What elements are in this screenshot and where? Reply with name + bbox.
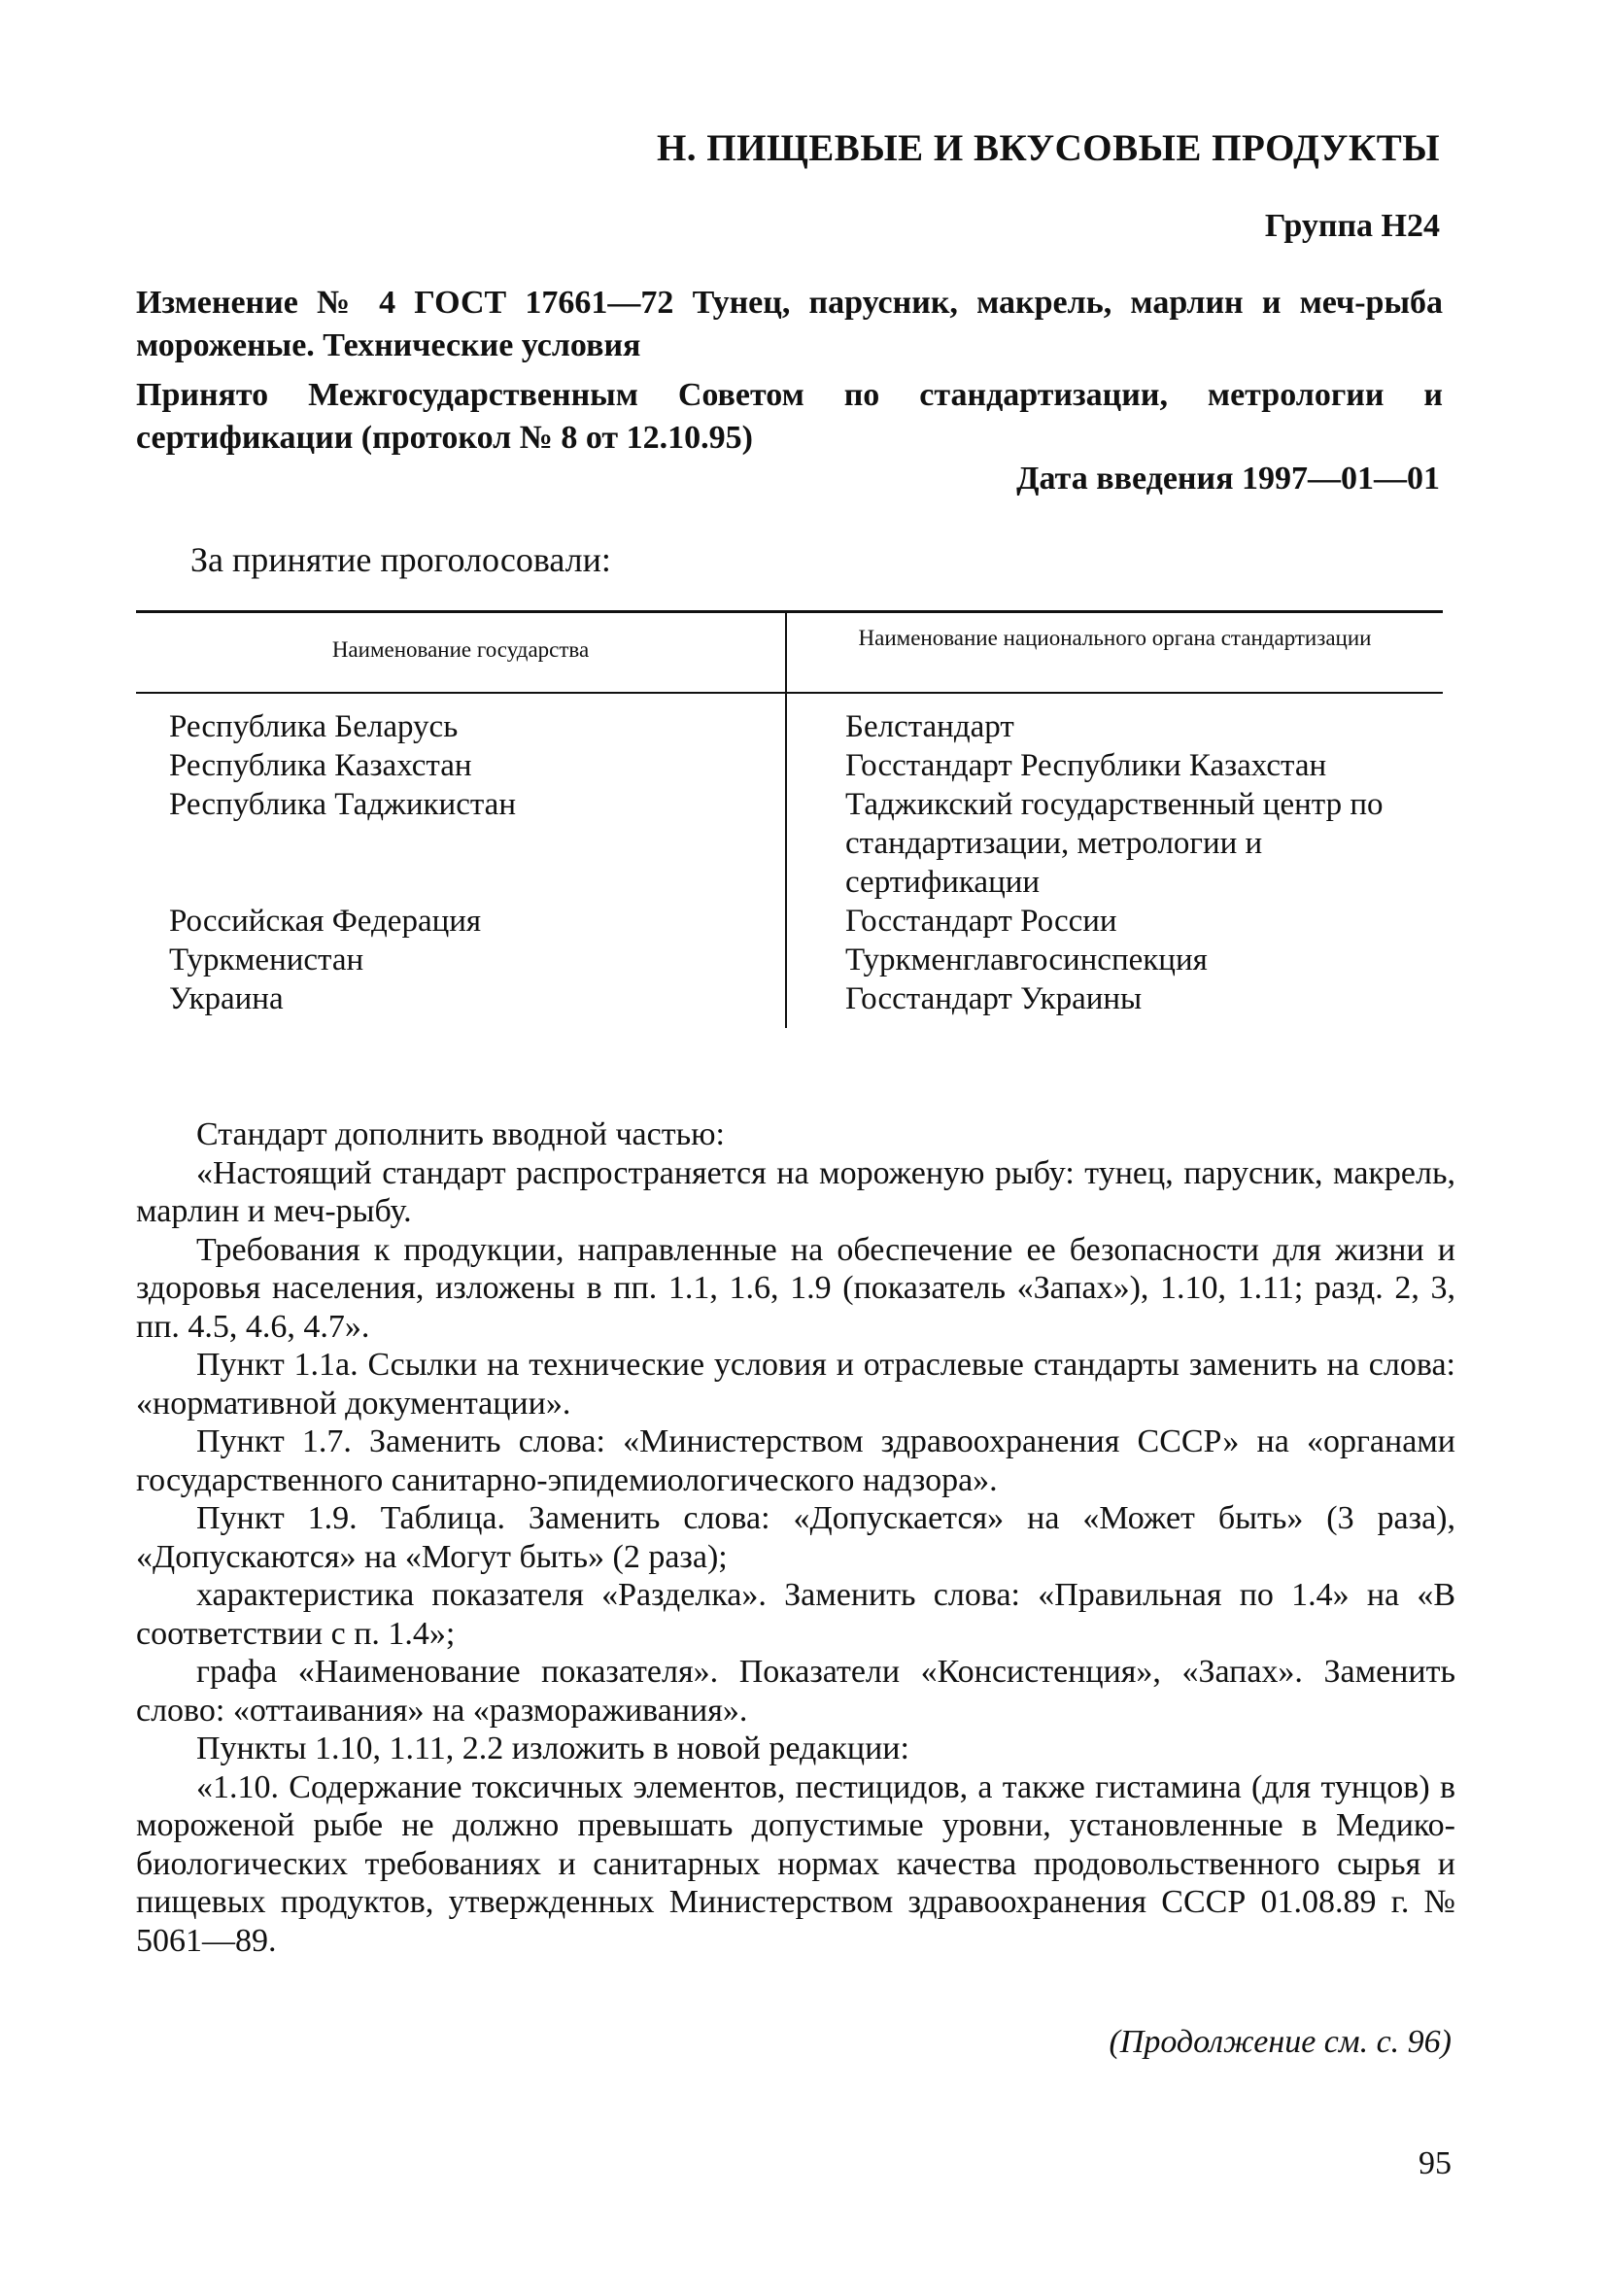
page-number: 95: [1419, 2145, 1452, 2181]
table-cell-state: Республика Беларусь: [169, 709, 459, 744]
paragraph: Пункты 1.10, 1.11, 2.2 изложить в новой редакции:: [196, 1731, 909, 1766]
table-column-divider: [785, 610, 787, 1028]
table-cell-org: Белстандарт: [845, 709, 1014, 744]
table-cell-state: Туркменистан: [169, 942, 364, 977]
table-cell-state: Республика Казахстан: [169, 748, 472, 783]
state-column: [169, 707, 771, 1018]
table-cell-state: Украина: [169, 981, 284, 1016]
paragraph: Пункт 1.7. Заменить слова: «Министерством здравоохранения СССР» на «органами государственного санитарно-эпидемиологического надзора».: [136, 1423, 1455, 1498]
group-code: Группа Н24: [1264, 208, 1440, 244]
body-text: [136, 1115, 1455, 1960]
table-header-rule: [136, 692, 1443, 694]
paragraph: «Настоящий стандарт распространяется на мороженую рыбу: тунец, парусник, макрель, марлин и меч-рыбу.: [136, 1154, 1455, 1229]
introduction-date: Дата введения 1997—01—01: [1016, 461, 1440, 497]
paragraph: характеристика показателя «Разделка». Заменить слова: «Правильная по 1.4» на «В соответствии с п. 1.4»;: [136, 1577, 1455, 1652]
paragraph: графа «Наименование показателя». Показатели «Консистенция», «Запах». Заменить слово: «оттаивания» на «размораживания».: [136, 1654, 1455, 1729]
table-cell-org: Госстандарт Украины: [845, 981, 1143, 1016]
voted-label: За принятие проголосовали:: [190, 540, 611, 579]
paragraph: Пункт 1.1а. Ссылки на технические условия и отраслевые стандарты заменить на слова: «нормативной документации».: [136, 1347, 1455, 1422]
adopted-by: Принято Межгосударственным Советом по стандартизации, метрологии и сертификации (протокол № 8 от 12.10.95): [136, 377, 1443, 456]
column-header-state: Наименование государства: [331, 637, 590, 662]
table-cell-state: Российская Федерация: [169, 904, 482, 939]
continuation-note: (Продолжение см. с. 96): [1109, 2024, 1452, 2060]
paragraph: Требования к продукции, направленные на обеспечение ее безопасности для жизни и здоровья населения, изложены в пп. 1.1, 1.6, 1.9 (показатель «Запах»), 1.10, 1.11; разд. 2, 3, пп. 4.5, 4.6, 4.7».: [136, 1231, 1455, 1345]
paragraph: Пункт 1.9. Таблица. Заменить слова: «Допускается» на «Может быть» (3 раза), «Допускаются» на «Могут быть» (2 раза);: [136, 1500, 1455, 1575]
table-cell-org: Туркменглавгосинспекция: [845, 942, 1208, 977]
column-header-org: Наименование национального органа стандартизации: [858, 626, 1372, 650]
paragraph: Стандарт дополнить вводной частью:: [196, 1116, 725, 1152]
org-column: [845, 707, 1438, 1018]
change-title: Изменение № 4 ГОСТ 17661—72 Тунец, парусник, макрель, марлин и меч-рыба мороженые. Технические условия: [136, 285, 1443, 363]
section-title: Н. ПИЩЕВЫЕ И ВКУСОВЫЕ ПРОДУКТЫ: [656, 127, 1440, 169]
table-cell-state: Республика Таджикистан: [169, 787, 516, 822]
paragraph: «1.10. Содержание токсичных элементов, пестицидов, а также гистамина (для тунцов) в мороженой рыбе не должно превышать допустимые уровни, установленные в Медико-биологических требованиях и санитарных нормах качества продовольственного сырья и пищевых продуктов, утвержденных Министерством здравоохранения СССР 01.08.89 г. № 5061—89.: [136, 1768, 1455, 1959]
table-top-rule: [136, 610, 1443, 613]
table-cell-org: Таджикский государственный центр по стандартизации, метрологии и сертификации: [845, 787, 1384, 900]
table-cell-org: Госстандарт Республики Казахстан: [845, 748, 1327, 783]
table-cell-org: Госстандарт России: [845, 904, 1117, 939]
voting-table: [136, 610, 1443, 1028]
